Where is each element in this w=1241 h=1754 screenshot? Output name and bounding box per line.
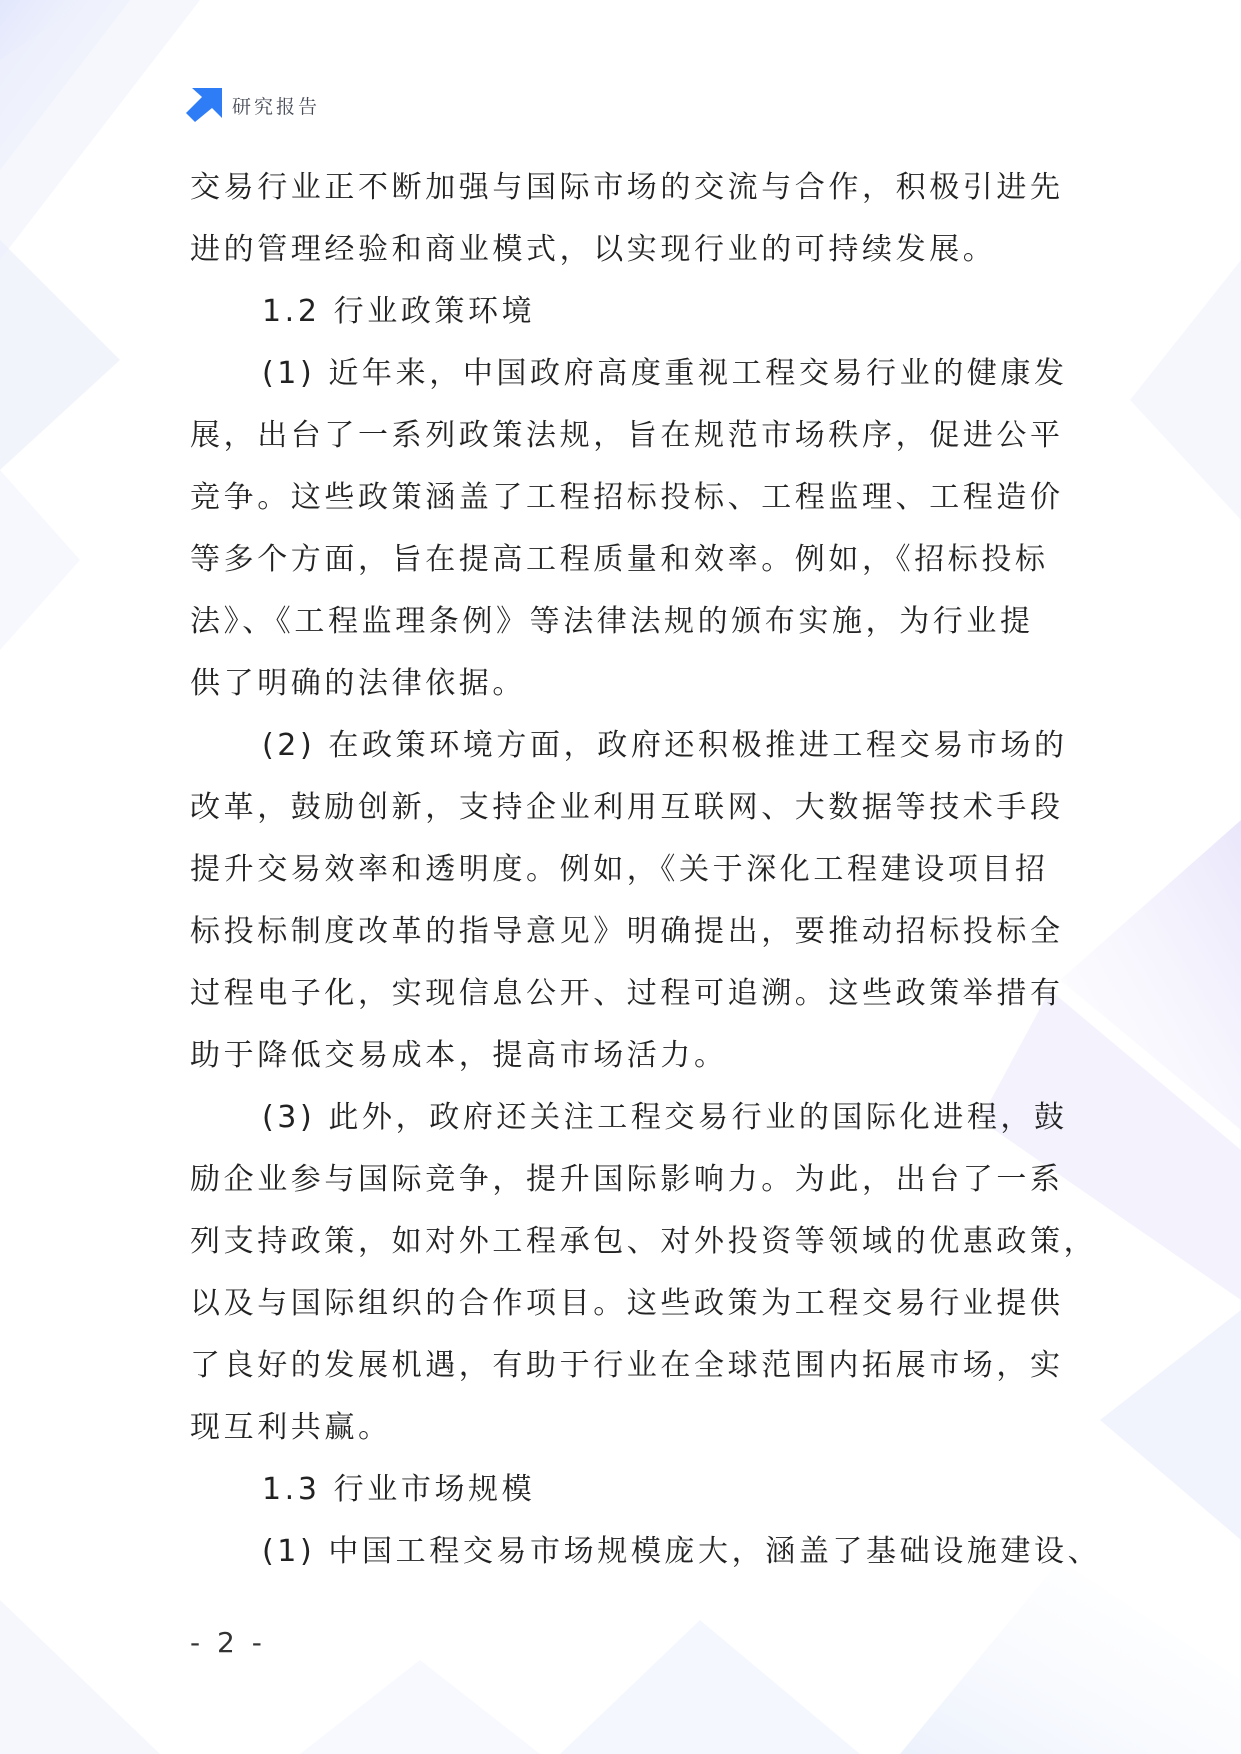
section-heading: 1.2 行业政策环境 xyxy=(262,294,536,329)
paragraph-line: 以及与国际组织的合作项目。这些政策为工程交易行业提供 xyxy=(190,1286,1064,1321)
paragraph-line: 标投标制度改革的指导意见》明确提出，要推动招标投标全 xyxy=(190,914,1064,949)
paragraph-line: 提升交易效率和透明度。例如，《关于深化工程建设项目招 xyxy=(190,852,1049,887)
page-number: - 2 - xyxy=(190,1626,266,1659)
paragraph-line: 励企业参与国际竞争，提升国际影响力。为此，出台了一系 xyxy=(190,1162,1064,1197)
paragraph-line: 改革，鼓励创新，支持企业利用互联网、大数据等技术手段 xyxy=(190,790,1064,825)
paragraph-line: 了良好的发展机遇，有助于行业在全球范围内拓展市场，实 xyxy=(190,1348,1064,1383)
paragraph-line: (3) 此外，政府还关注工程交易行业的国际化进程，鼓 xyxy=(262,1100,1068,1135)
paragraph-line: 供了明确的法律依据。 xyxy=(190,666,526,701)
arrow-up-right-icon xyxy=(186,88,222,122)
section-heading: 1.3 行业市场规模 xyxy=(262,1472,536,1507)
paragraph-line: (2) 在政策环境方面，政府还积极推进工程交易市场的 xyxy=(262,728,1068,763)
document-body xyxy=(190,157,1102,1583)
paragraph-line: 交易行业正不断加强与国际市场的交流与合作，积极引进先 xyxy=(190,170,1064,205)
paragraph-line: 法》、《工程监理条例》等法律法规的颁布实施，为行业提 xyxy=(190,604,1034,639)
paragraph-line: 竞争。这些政策涵盖了工程招标投标、工程监理、工程造价 xyxy=(190,480,1064,515)
paragraph-line: 助于降低交易成本，提高市场活力。 xyxy=(190,1038,728,1073)
paragraph-line: 展，出台了一系列政策法规，旨在规范市场秩序，促进公平 xyxy=(190,418,1064,453)
paragraph-line: 进的管理经验和商业模式，以实现行业的可持续发展。 xyxy=(190,232,997,267)
paragraph-line: 过程电子化，实现信息公开、过程可追溯。这些政策举措有 xyxy=(190,976,1064,1011)
paragraph-line: 等多个方面，旨在提高工程质量和效率。例如，《招标投标 xyxy=(190,542,1049,577)
paragraph-line: 列支持政策，如对外工程承包、对外投资等领域的优惠政策， xyxy=(190,1224,1098,1259)
header-title: 研究报告 xyxy=(232,95,321,118)
report-header xyxy=(186,88,320,122)
paragraph-line: (1) 近年来，中国政府高度重视工程交易行业的健康发 xyxy=(262,356,1068,391)
paragraph-line: 现互利共赢。 xyxy=(190,1410,392,1445)
paragraph-line: (1) 中国工程交易市场规模庞大，涵盖了基础设施建设、 xyxy=(262,1534,1102,1569)
